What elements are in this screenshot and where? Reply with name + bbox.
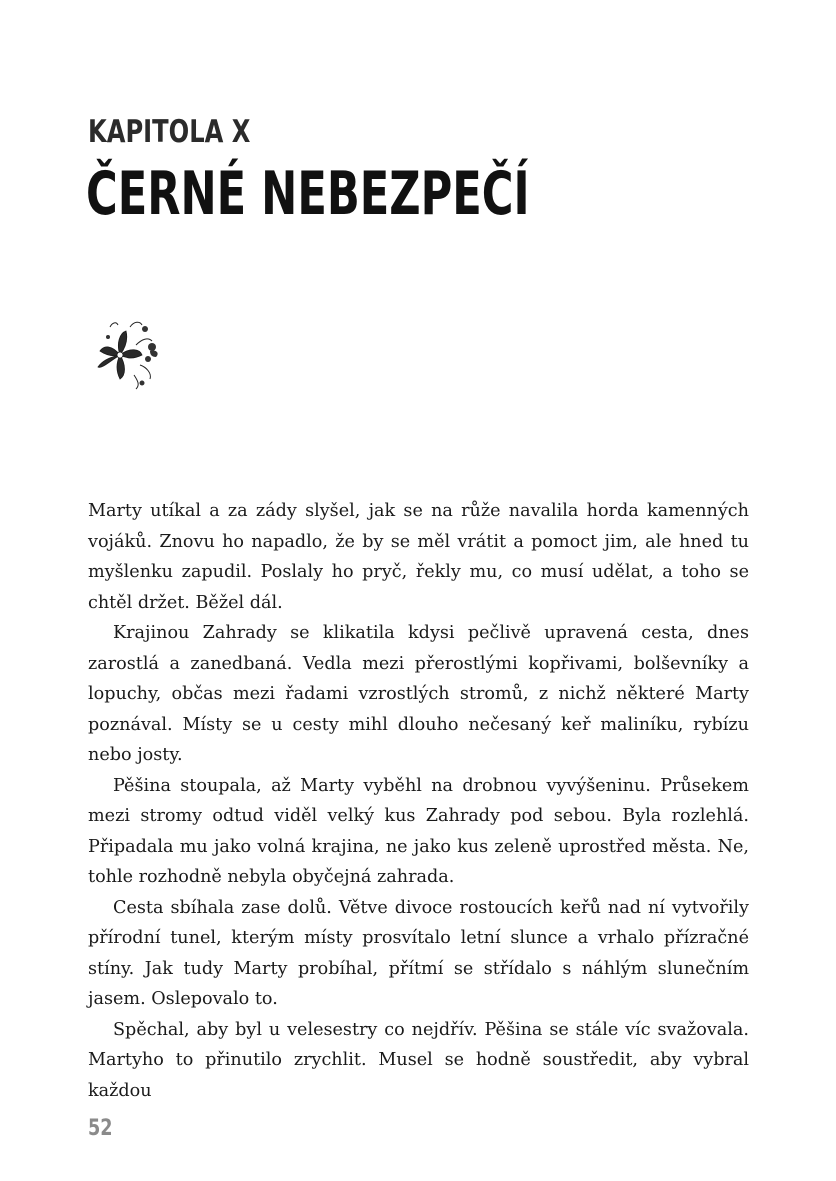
chapter-title: ČERNÉ NEBEZPEČÍ <box>86 159 530 229</box>
paragraph: Pěšina stoupala, až Marty vyběhl na drobnou vyvýšeninu. Průsekem mezi stromy odtud viděl velký kus Zahrady pod sebou. Byla rozlehlá. Připadala mu jako volná krajina, ne jako kus zeleně uprostřed města. Ne, tohle rozhodně nebyla obyčejná zahrada. <box>88 775 749 887</box>
paragraph: Marty utíkal a za zády slyšel, jak se na růže navalila horda kamenných vojáků. Znovu ho napadlo, že by se měl vrátit a pomoct jim, ale hned tu myšlenku zapudil. Poslaly ho pryč, řekly mu, co musí udělat, a toho se chtěl držet. Běžel dál. <box>88 501 749 613</box>
paragraph: Krajinou Zahrady se klikatila kdysi pečlivě upravená cesta, dnes zarostlá a zanedbaná. Vedla mezi přerostlými kopřivami, bolševníky a lopuchy, občas mezi řadami vzrostlých stromů, z nichž některé Marty poznával. Místy se u cesty mihl dlouho nečesaný keř maliníku, rybízu nebo josty. <box>88 623 749 765</box>
paragraph: Cesta sbíhala zase dolů. Větve divoce rostoucích keřů nad ní vytvořily přírodní tunel, kterým místy prosvítalo letní slunce a vrhalo přízračné stíny. Jak tudy Marty probíhal, přítmí se střídalo s náhlým slunečním jasem. Oslepovalo to. <box>88 897 749 1009</box>
paragraph: Spěchal, aby byl u velesestry co nejdřív. Pěšina se stále víc svažovala. Martyho to přinutilo zrychlit. Musel se hodně soustředit, aby vybral každou <box>88 1019 749 1101</box>
page-number: 52 <box>88 1116 113 1141</box>
chapter-kicker: KAPITOLA X <box>88 114 251 150</box>
body-text <box>88 496 749 1106</box>
flower-icon <box>90 315 162 391</box>
